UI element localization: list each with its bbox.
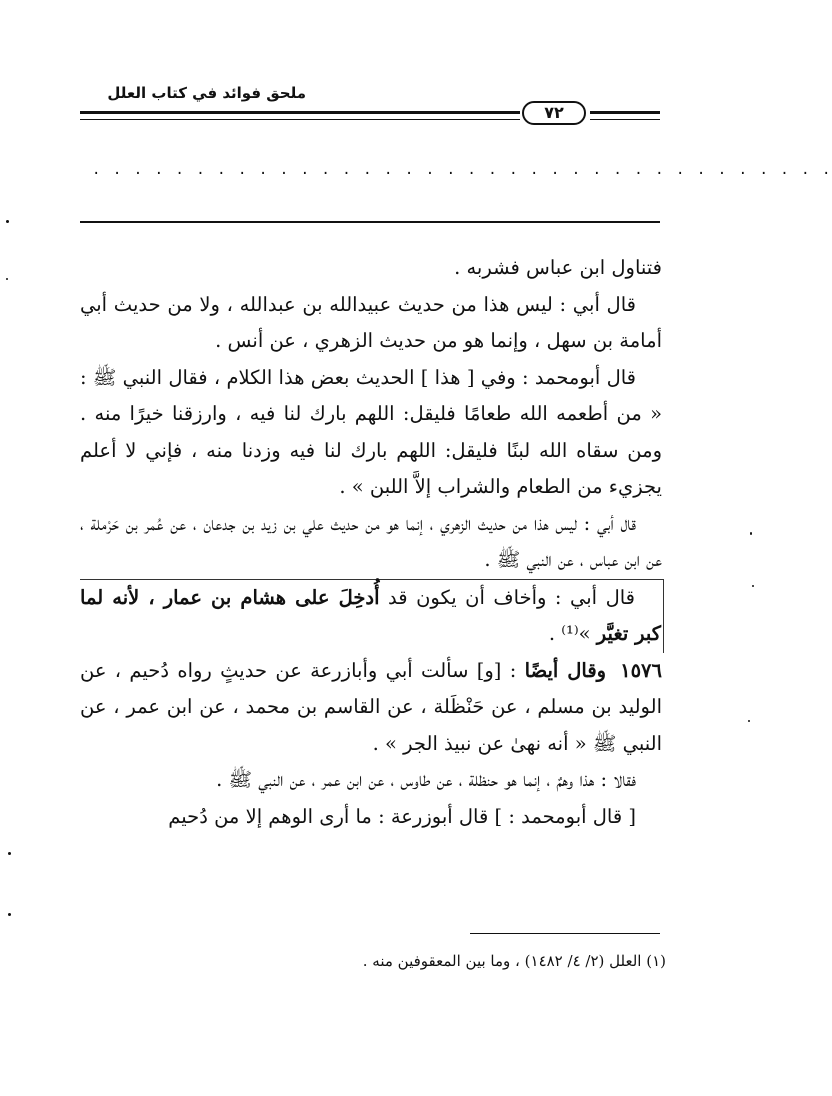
section-divider <box>80 221 660 223</box>
entry-paragraph <box>80 653 662 763</box>
paragraph: قال أبومحمد : وفي [ هذا ] الحديث بعض هذا الكلام ، فقال النبي ﷺ : « من أطعمه الله طعامًا فليقل: اللهم بارك لنا فيه ، وارزقنا خيرًا منه . ومن سقاه الله لبنًا فليقل: اللهم بارك لنا فيه وزدنا منه ، فإني لا أعلم يجزيء من الطعام والشراب إلاَّ اللبن » . <box>80 365 662 498</box>
main-text <box>80 250 662 835</box>
scan-speck <box>748 720 750 722</box>
paragraph: فقالا : هذا وهمٌ ، إنما هو حنظلة ، عن طاوس ، عن ابن عمر ، عن النبي ﷺ . <box>216 768 636 791</box>
scan-speck <box>750 532 752 535</box>
footnote: (١) العلل (٢/ ٤/ ١٤٨٢) ، وما بين المعقوفين منه . <box>362 952 666 970</box>
paragraph: فتناول ابن عباس فشربه . <box>454 256 662 279</box>
footnote-marker: »⁽¹⁾ . <box>548 622 597 645</box>
header-rule-thick <box>80 111 520 114</box>
ellipsis-dots: . . . . . . . . . . . . . . . . . . . . . . . . . . . . . . . . . . . . <box>92 162 832 178</box>
scan-speck <box>6 220 9 223</box>
bold-phrase: أُدخِلَ على هشام بن عمار ، لأنه لما كبر تغيَّر <box>80 585 661 645</box>
entry-number: ١٥٧٦ <box>620 658 662 682</box>
scan-speck <box>8 913 11 916</box>
entry-heading: وقال أيضًا <box>524 658 607 682</box>
footnote-rule <box>470 933 660 934</box>
page-number: ٧٢ <box>522 101 586 125</box>
paragraph: [ قال أبومحمد : ] قال أبوزرعة : ما أرى الوهم إلا من دُحيم <box>168 804 636 828</box>
header-rule-thin <box>80 119 520 120</box>
paragraph: قال أبي : ليس هذا من حديث عبيدالله بن عبدالله ، ولا من حديث أبي أمامة بن سهل ، وإنما هو من حديث الزهري ، عن أنس . <box>80 292 662 352</box>
header-rule-thick-right <box>590 111 660 114</box>
scan-speck <box>752 585 754 587</box>
paragraph <box>80 579 664 653</box>
paragraph: قال أبي : ليس هذا من حديث الزهري ، إنما هو من حديث علي بن زيد بن جدعان ، عن عُمر بن حَرْملة ، عن ابن عباس ، عن النبي ﷺ . <box>80 511 662 571</box>
scan-speck <box>6 278 8 280</box>
paragraph-text: : [و] سألت أبي وأبازرعة عن حديثٍ رواه دُحيم ، عن الوليد بن مسلم ، عن حَنْظَلة ، عن القاسم بن محمد ، عن ابن عمر ، عن النبي ﷺ « أنه نهىٰ عن نبيذ الجر » . <box>80 658 662 755</box>
scan-speck <box>8 852 11 855</box>
running-title: ملحق فوائد في كتاب العلل <box>107 84 306 102</box>
paragraph-text: قال أبي : وأخاف أن يكون قد <box>379 585 635 609</box>
header-rule-thin-right <box>590 119 660 120</box>
